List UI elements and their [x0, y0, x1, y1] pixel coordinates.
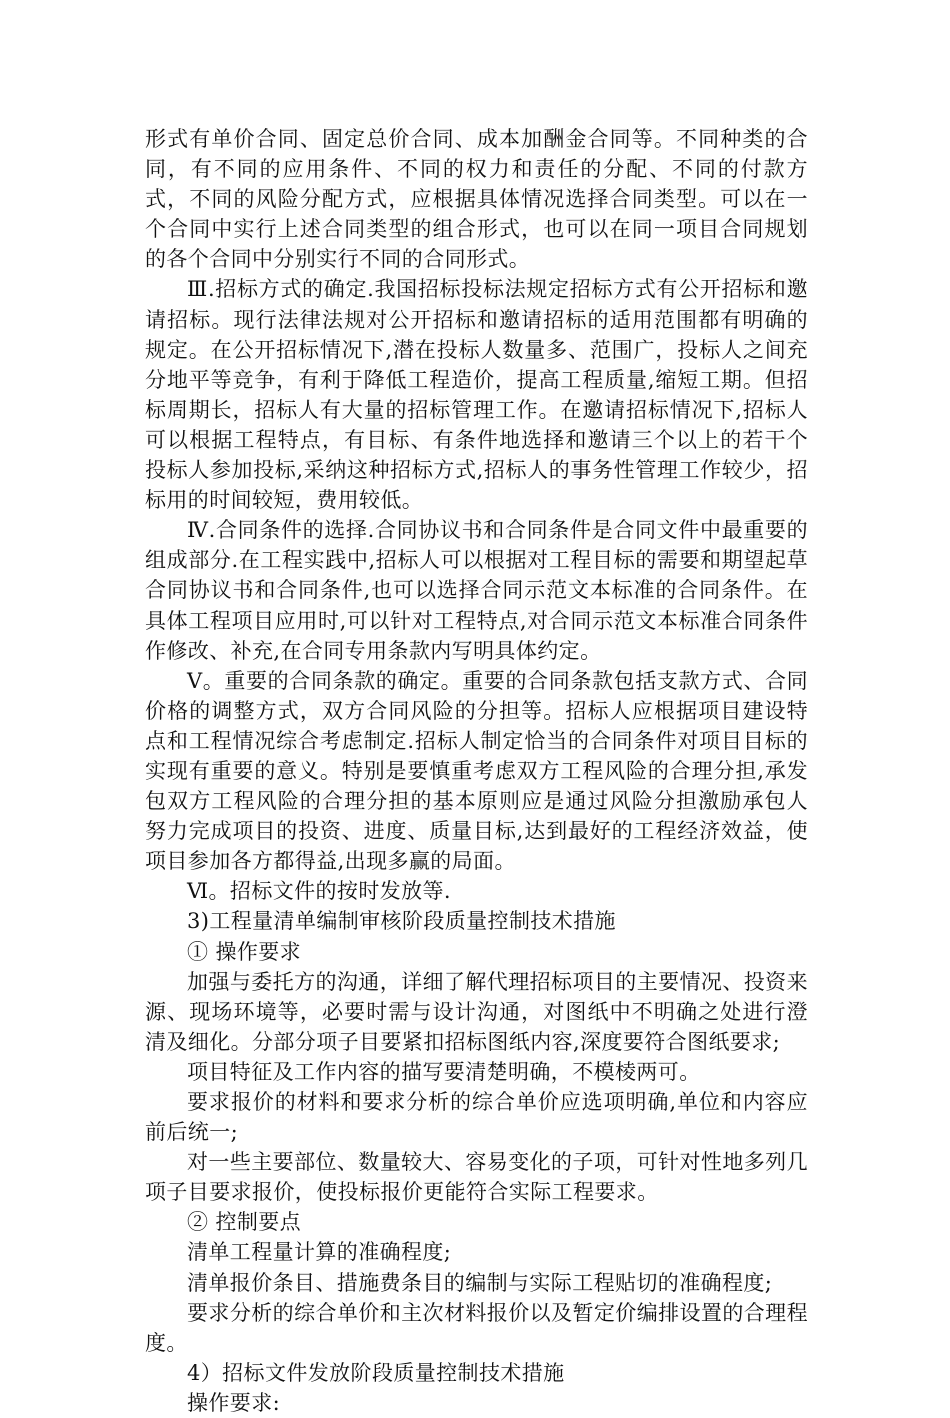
- section-heading-bill-of-quantities: 3)工程量清单编制审核阶段质量控制技术措施: [187, 909, 616, 934]
- paragraph-key-items: 对一些主要部位、数量较大、容易变化的子项，可针对性地多列几项子目要求报价，使投标报价更能符合实际工程要求。: [145, 1150, 808, 1205]
- paragraph-item-accuracy: 清单报价条目、措施费条目的编制与实际工程贴切的准确程度;: [187, 1270, 773, 1295]
- paragraph-quantity-accuracy: 清单工程量计算的准确程度;: [187, 1240, 452, 1265]
- paragraph-unit-price: 要求报价的材料和要求分析的综合单价应选项明确,单位和内容应前后统一;: [145, 1090, 808, 1145]
- paragraph-price-arrangement: 要求分析的综合单价和主次材料报价以及暂定价编排设置的合理程度。: [145, 1300, 808, 1355]
- paragraph-document-issue: Ⅵ。招标文件的按时发放等.: [187, 879, 451, 904]
- section-heading-document-issue: 4）招标文件发放阶段质量控制技术措施: [187, 1360, 565, 1385]
- document-body: [145, 124, 808, 1418]
- paragraph-item-description: 项目特征及工作内容的描写要清楚明确，不模棱两可。: [187, 1059, 701, 1084]
- paragraph-tender-method: Ⅲ.招标方式的确定.我国招标投标法规定招标方式有公开招标和邀请招标。现行法律法规对公开招标和邀请招标的适用范围都有明确的规定。在公开招标情况下,潜在投标人数量多、范围广，投标人之间充分地平等竞争，有利于降低工程造价，提高工程质量,缩短工期。但招标周期长，招标人有大量的招标管理工作。在邀请招标情况下,招标人可以根据工程特点，有目标、有条件地选择和邀请三个以上的若干个投标人参加投标,采纳这种招标方式,招标人的事务性管理工作较少，招标用的时间较短，费用较低。: [145, 277, 808, 513]
- paragraph-contract-conditions: Ⅳ.合同条件的选择.合同协议书和合同条件是合同文件中最重要的组成部分.在工程实践中,招标人可以根据对工程目标的需要和期望起草合同协议书和合同条件,也可以选择合同示范文本标准的合同条件。在具体工程项目应用时,可以针对工程特点,对合同示范文本标准合同条件作修改、补充,在合同专用条款内写明具体约定。: [145, 518, 808, 663]
- subheading-operation-requirements: ① 操作要求: [187, 939, 302, 964]
- paragraph-communication: 加强与委托方的沟通，详细了解代理招标项目的主要情况、投资来源、现场环境等，必要时需与设计沟通，对图纸中不明确之处进行澄清及细化。分部分项子目要紧扣招标图纸内容,深度要符合图纸要求;: [145, 969, 808, 1054]
- subheading-operation-requirements-2: 操作要求:: [187, 1390, 281, 1415]
- paragraph-contract-forms: 形式有单价合同、固定总价合同、成本加酬金合同等。不同种类的合同，有不同的应用条件、不同的权力和责任的分配、不同的付款方式，不同的风险分配方式，应根据具体情况选择合同类型。可以在一个合同中实行上述合同类型的组合形式，也可以在同一项目合同规划的各个合同中分别实行不同的合同形式。: [145, 127, 808, 272]
- paragraph-contract-clauses: Ⅴ。重要的合同条款的确定。重要的合同条款包括支款方式、合同价格的调整方式，双方合同风险的分担等。招标人应根据项目建设特点和工程情况综合考虑制定.招标人制定恰当的合同条件对项目目标的实现有重要的意义。特别是要慎重考虑双方工程风险的合理分担,承发包双方工程风险的合理分担的基本原则应是通过风险分担激励承包人努力完成项目的投资、进度、质量目标,达到最好的工程经济效益，使项目参加各方都得益,出现多赢的局面。: [145, 668, 808, 874]
- subheading-control-points: ② 控制要点: [187, 1210, 302, 1235]
